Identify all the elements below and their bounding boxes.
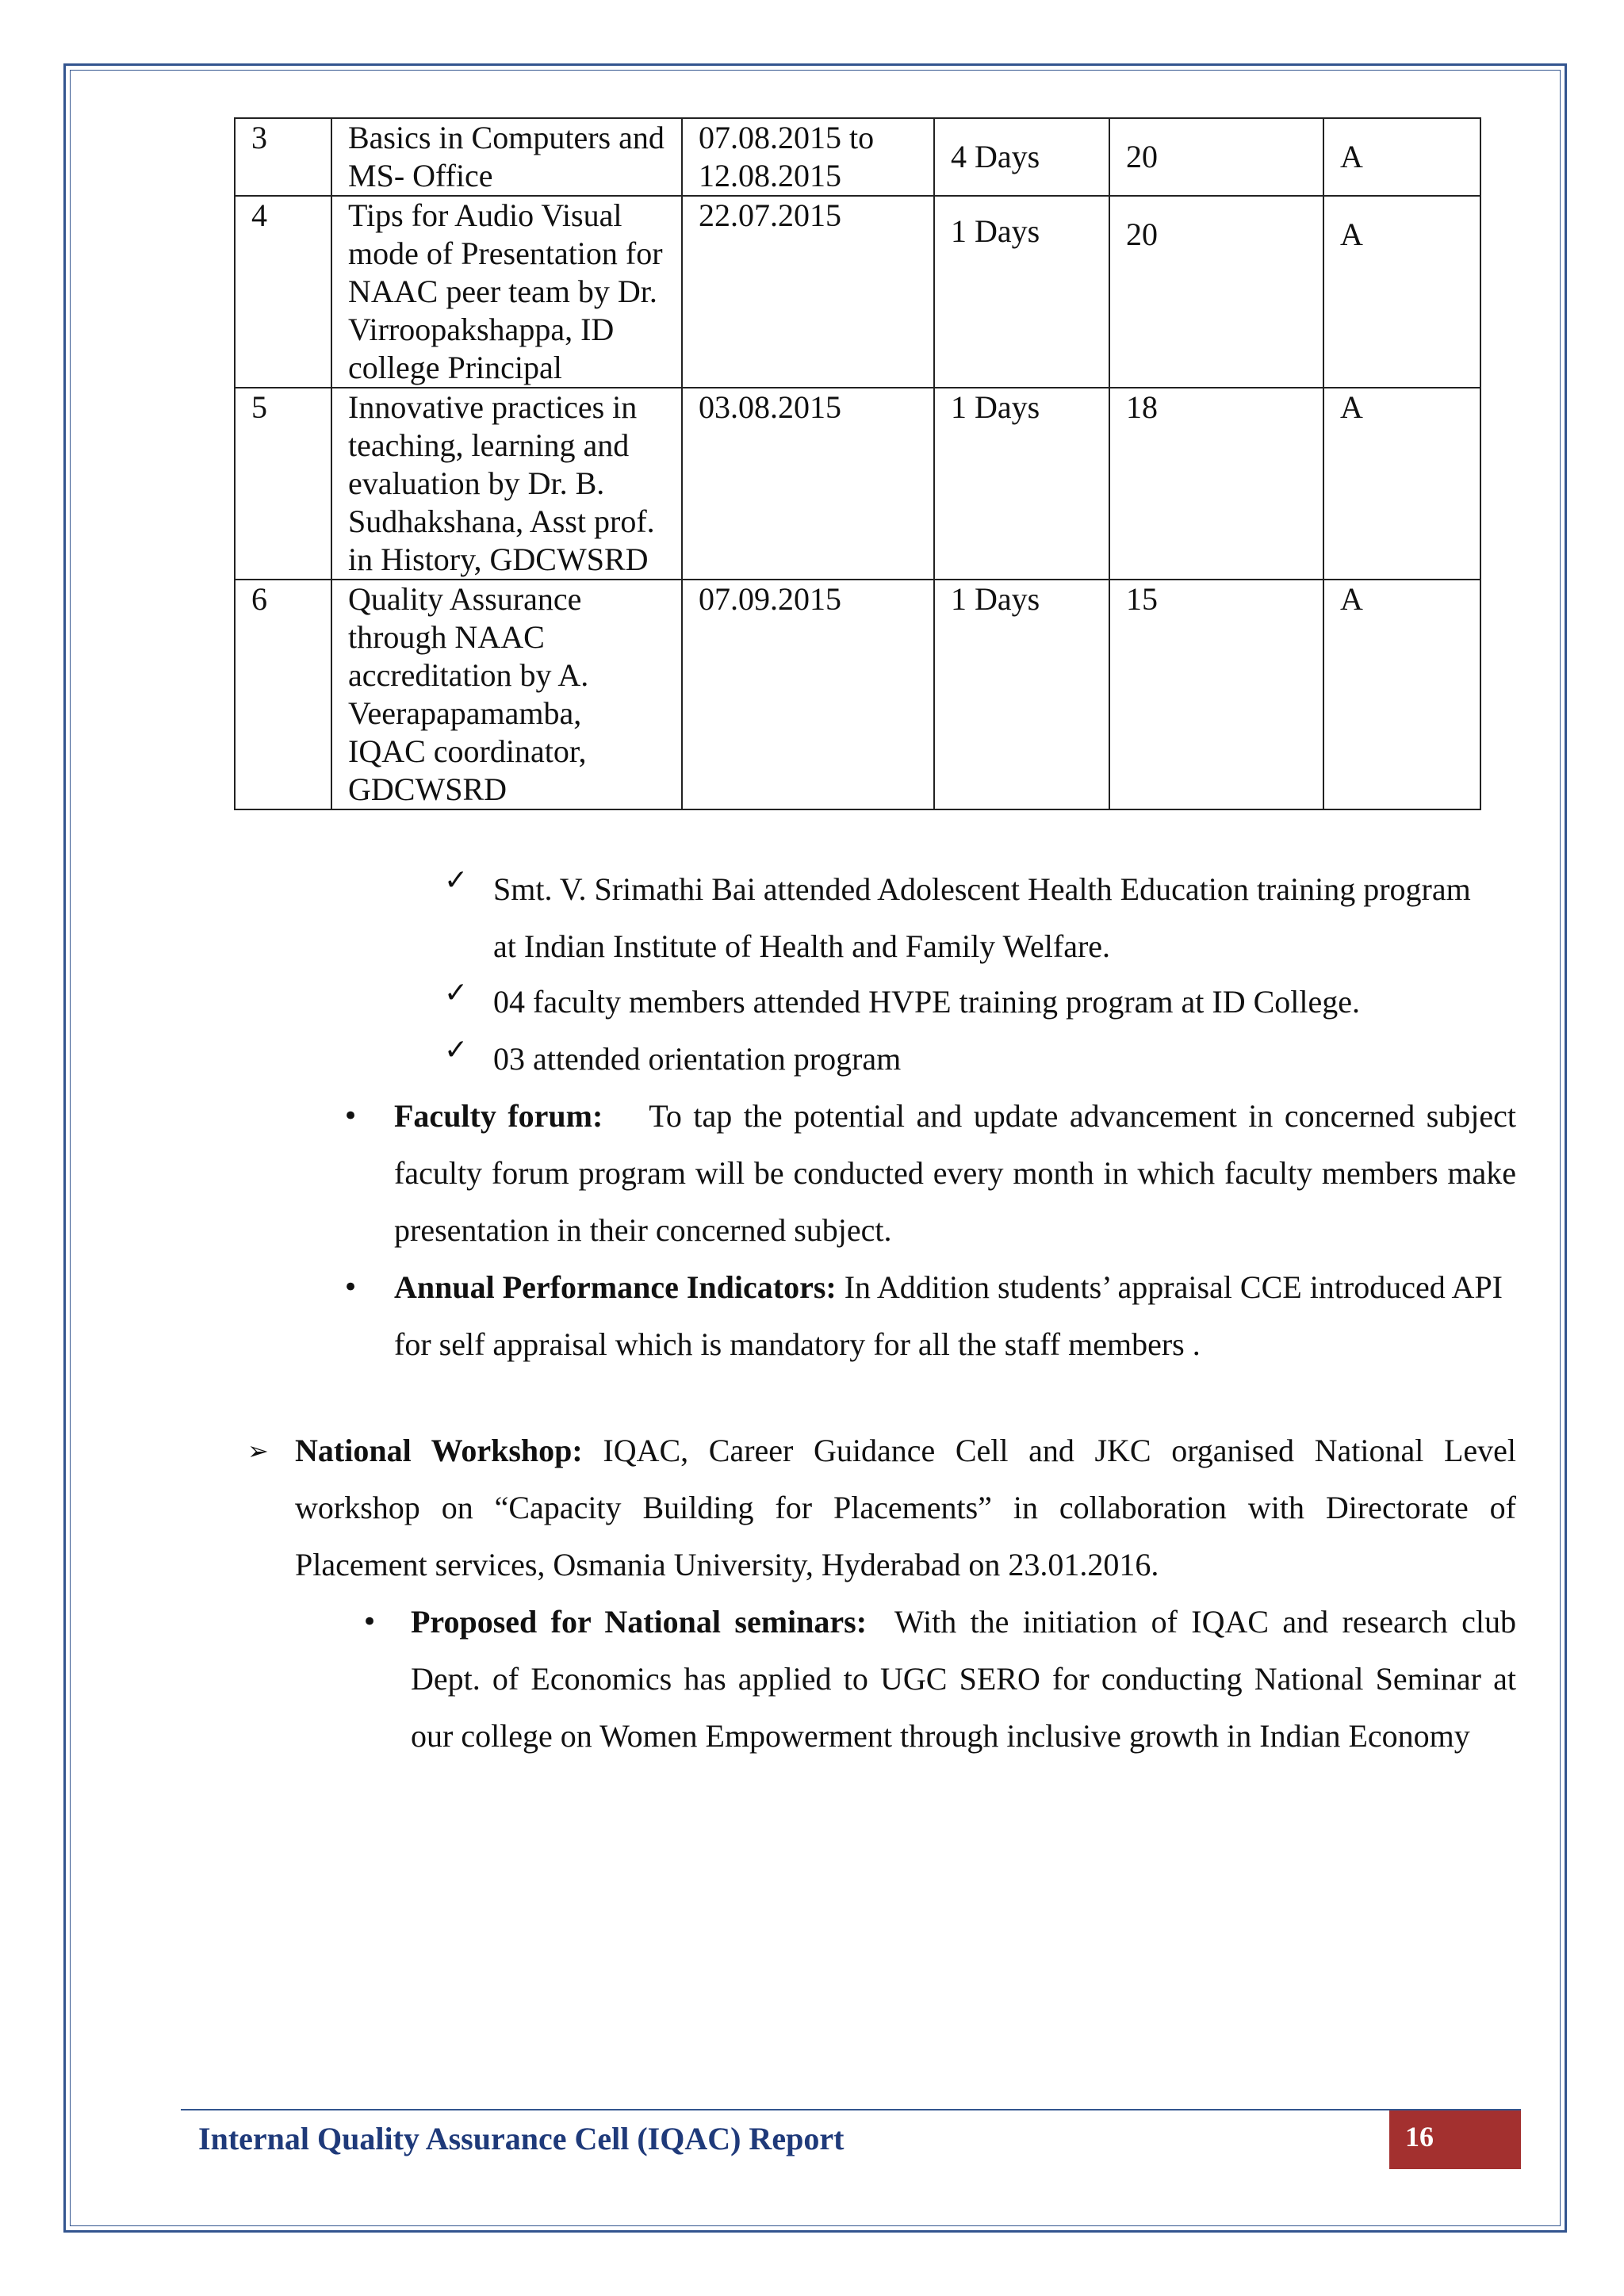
list-item: 03 attended orientation program bbox=[493, 1041, 902, 1077]
faculty-forum-paragraph bbox=[394, 1088, 1516, 1259]
api-paragraph bbox=[394, 1259, 1504, 1373]
table-row bbox=[235, 196, 1480, 388]
table-row bbox=[235, 388, 1480, 580]
api-text: In Addition students’ appraisal CCE introduced API for self appraisal which is mandatory for all the staff members . bbox=[394, 1269, 1503, 1362]
check-item-line: Smt. V. Srimathi Bai attended Adolescent Health Education training program bbox=[493, 871, 1471, 907]
training-programs-table bbox=[234, 117, 1481, 810]
cell-grade: A bbox=[1323, 388, 1480, 580]
cell-title: Quality Assurance through NAAC accreditation by A. Veerapapamamba, IQAC coordinator, GDCWSRD bbox=[331, 580, 682, 809]
cell-date: 22.07.2015 bbox=[682, 196, 934, 388]
cell-count: 15 bbox=[1109, 580, 1323, 809]
api-label: Annual Performance Indicators: bbox=[394, 1269, 837, 1305]
workshop-label: National Workshop: bbox=[295, 1433, 583, 1468]
list-item: 04 faculty members attended HVPE training program at ID College. bbox=[493, 984, 1361, 1020]
cell-no: 6 bbox=[235, 580, 331, 809]
cell-count: 18 bbox=[1109, 388, 1323, 580]
faculty-forum-text: To tap the potential and update advancement in concerned subject faculty forum program will be conducted every month in which faculty members make presentation in their concerned subject. bbox=[394, 1098, 1517, 1248]
cell-grade: A bbox=[1323, 196, 1480, 388]
cell-grade: A bbox=[1323, 580, 1480, 809]
cell-date: 07.09.2015 bbox=[682, 580, 934, 809]
cell-date: 07.08.2015 to 12.08.2015 bbox=[682, 118, 934, 196]
cell-grade: A bbox=[1323, 118, 1480, 196]
footer-divider bbox=[181, 2109, 1521, 2110]
cell-no: 5 bbox=[235, 388, 331, 580]
cell-duration: 1 Days bbox=[934, 580, 1109, 809]
cell-title: Basics in Computers and MS- Office bbox=[331, 118, 682, 196]
checkmark-icon: ✓ bbox=[444, 864, 469, 897]
bullet-icon: • bbox=[343, 1272, 359, 1303]
cell-count: 20 bbox=[1109, 118, 1323, 196]
cell-title: Innovative practices in teaching, learning and evaluation by Dr. B. Sudhakshana, Asst prof. in History, GDCWSRD bbox=[331, 388, 682, 580]
table-row bbox=[235, 118, 1480, 196]
checkmark-icon: ✓ bbox=[444, 977, 469, 1009]
arrow-bullet-icon: ➢ bbox=[247, 1436, 269, 1466]
cell-duration: 1 Days bbox=[934, 388, 1109, 580]
bullet-icon: • bbox=[362, 1606, 378, 1638]
national-workshop-paragraph bbox=[295, 1422, 1516, 1594]
page-number: 16 bbox=[1389, 2110, 1521, 2169]
seminars-text: With the initiation of IQAC and research club Dept. of Economics has applied to UGC SERO for conducting National Seminar at our college on Women Empowerment through inclusive growth in Indian Economy bbox=[411, 1604, 1517, 1754]
workshop-text: IQAC, Career Guidance Cell and JKC organised National Level workshop on “Capacity Building for Placements” in collaboration with Directorate of Placement services, Osmania University, Hyderabad on 23.01.2016. bbox=[295, 1433, 1517, 1582]
cell-title: Tips for Audio Visual mode of Presentation for NAAC peer team by Dr. Virroopakshappa, ID college Principal bbox=[331, 196, 682, 388]
cell-duration: 4 Days bbox=[934, 118, 1109, 196]
cell-duration: 1 Days bbox=[934, 196, 1109, 388]
cell-date: 03.08.2015 bbox=[682, 388, 934, 580]
seminars-paragraph bbox=[411, 1594, 1516, 1765]
bullet-icon: • bbox=[343, 1100, 359, 1132]
cell-no: 3 bbox=[235, 118, 331, 196]
cell-count: 20 bbox=[1109, 196, 1323, 388]
check-item-line: at Indian Institute of Health and Family Welfare. bbox=[493, 928, 1111, 964]
cell-no: 4 bbox=[235, 196, 331, 388]
list-item bbox=[493, 861, 1516, 975]
seminars-label: Proposed for National seminars: bbox=[411, 1604, 868, 1640]
table-row bbox=[235, 580, 1480, 809]
faculty-forum-label: Faculty forum: bbox=[394, 1098, 603, 1134]
footer-title: Internal Quality Assurance Cell (IQAC) Report bbox=[198, 2121, 845, 2156]
checkmark-icon: ✓ bbox=[444, 1034, 469, 1066]
